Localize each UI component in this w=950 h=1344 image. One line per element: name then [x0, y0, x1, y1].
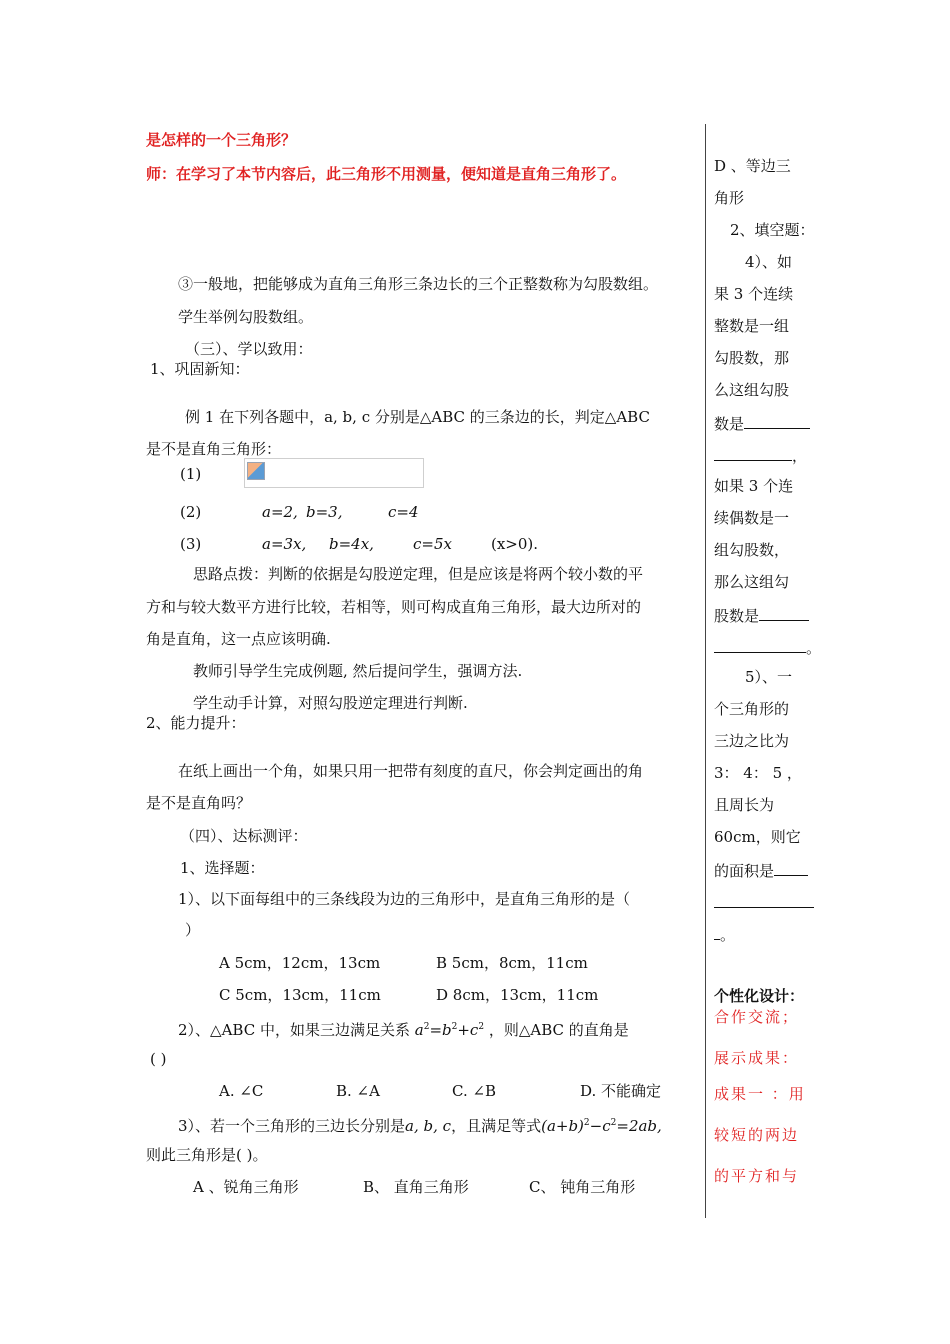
q2-option-c: C. ∠B	[452, 1082, 497, 1100]
broken-image-icon	[247, 462, 265, 480]
q2-option-d: D. 不能确定	[580, 1082, 662, 1100]
q2-line1	[178, 1017, 629, 1040]
right-d-option-cont: 角形	[714, 189, 745, 207]
improve-question-line2: 是不是直角吗？	[146, 794, 252, 812]
q4-comma: ，	[792, 447, 808, 465]
q4-line11-cont	[714, 636, 821, 658]
definition-pythagorean-triples: ③一般地，把能够成为直角三角形三条边长的三个正整数称为勾股数组。	[178, 275, 659, 293]
q1-option-b: B 5cm，8cm，11cm	[436, 954, 588, 972]
q5-line6: 60cm，则它	[714, 828, 801, 846]
q3-mid: ，且满足等式	[451, 1117, 542, 1135]
choice-heading: 1、选择题：	[180, 859, 265, 877]
fill-heading: 2、填空题：	[730, 221, 815, 239]
item-3-a: a=3x,	[262, 535, 307, 553]
q5-line2: 个三角形的	[714, 700, 790, 718]
item-1-label: (1)	[180, 465, 202, 483]
q5-line1: 5）、一	[745, 668, 793, 686]
q2-var-b: =b	[429, 1021, 452, 1039]
q2-option-a: A. ∠C	[219, 1082, 264, 1100]
q3-expr2: −c	[589, 1117, 611, 1135]
hint-line3: 角是直角，这一点应该明确.	[146, 630, 331, 648]
q3-expr3: =2ab,	[616, 1117, 662, 1135]
q4-line9: 组勾股数，	[714, 541, 790, 559]
q4-line8: 续偶数是一	[714, 509, 790, 527]
q2-var-a: a	[414, 1021, 424, 1039]
q4-line1: 4）、如	[745, 253, 793, 271]
q5-end: 。	[720, 926, 736, 944]
hint-line2: 方和与较大数平方进行比较，若相等，则可构成直角三角形，最大边所对的	[146, 598, 642, 616]
coop-exchange: 合作交流；	[714, 1008, 800, 1026]
section-4-heading: （四）、达标测评：	[180, 827, 308, 845]
q4-period: 。	[806, 639, 822, 657]
q4-line7: 如果 3 个连	[714, 477, 794, 495]
q2-exp-a: 2	[423, 1022, 430, 1032]
q3-option-c: C、 钝角三角形	[529, 1178, 636, 1196]
q5-area-blank-1[interactable]	[774, 859, 808, 876]
q5-area-blank-2[interactable]	[714, 891, 814, 908]
item-2-b: b=3,	[306, 503, 343, 521]
q2-prefix: 2）、△ABC 中，如果三边满足关系	[178, 1021, 410, 1039]
column-divider	[705, 124, 706, 1218]
student-calc: 学生动手计算，对照勾股逆定理进行判断.	[193, 694, 468, 712]
q5-line9	[714, 923, 735, 945]
q4-line10: 那么这组勾	[714, 573, 790, 591]
q2-option-b: B. ∠A	[336, 1082, 380, 1100]
design-heading: 个性化设计：	[714, 987, 805, 1005]
q1-option-c: C 5cm，13cm，11cm	[219, 986, 381, 1004]
show-results: 展示成果：	[714, 1049, 800, 1067]
result-one-line2: 较短的两边	[714, 1126, 800, 1144]
hint-line1: 思路点拨：判断的依据是勾股逆定理，但是应该是将两个较小数的平	[193, 565, 644, 583]
teacher-guide: 教师引导学生完成例题, 然后提问学生，强调方法.	[193, 662, 523, 680]
q4-answer-label: 数是	[714, 415, 745, 433]
q5-line7	[714, 859, 808, 881]
item-2-c: c=4	[388, 503, 419, 521]
item-3-label: (3)	[180, 535, 202, 553]
q3-line2: 则此三角形是( )。	[146, 1146, 268, 1164]
q5-line4: 3： 4： 5 ，	[714, 764, 802, 782]
item-2-a: a=2,	[262, 503, 298, 521]
q2-suffix: ，则△ABC 的直角是	[488, 1021, 629, 1039]
result-one-line3: 的平方和与	[714, 1167, 800, 1185]
consolidate-heading: 1、巩固新知：	[150, 360, 250, 378]
q3-vars: a, b, c	[405, 1117, 452, 1135]
item-3-condition: (x>0).	[491, 535, 539, 553]
q4-even-blank-2[interactable]	[714, 636, 806, 653]
q4-line2: 果 3 个连续	[714, 285, 794, 303]
q4-line3: 整数是一组	[714, 317, 790, 335]
item-3-b: b=4x,	[329, 535, 374, 553]
q4-line5: 么这组勾股	[714, 381, 790, 399]
q5-area-label: 的面积是	[714, 862, 775, 880]
item-3-c: c=5x	[413, 535, 452, 553]
q3-exp1: 2	[583, 1118, 590, 1128]
missing-image-placeholder	[244, 458, 424, 488]
q4-answer-blank-2[interactable]	[714, 444, 792, 461]
q5-line3: 三边之比为	[714, 732, 790, 750]
improve-question-line1: 在纸上画出一个角，如果只用一把带有刻度的直尺，你会判定画出的角	[178, 762, 644, 780]
item-2-label: (2)	[180, 503, 202, 521]
q3-prefix: 3）、若一个三角形的三边长分别是	[178, 1117, 406, 1135]
q2-exp-b: 2	[451, 1022, 458, 1032]
example1-line2: 是不是直角三角形：	[146, 440, 282, 458]
right-d-option: D 、等边三	[714, 157, 791, 175]
q4-line4: 勾股数，那	[714, 349, 790, 367]
q4-line11	[714, 604, 809, 626]
improve-heading: 2、能力提升：	[146, 714, 246, 732]
q2-paren: ( )	[150, 1050, 167, 1068]
q5-line5: 且周长为	[714, 796, 775, 814]
q3-line1	[178, 1113, 662, 1136]
q3-option-b: B、 直角三角形	[363, 1178, 469, 1196]
q4-even-label: 股数是	[714, 607, 760, 625]
q3-expr1: (a+b)	[541, 1117, 584, 1135]
q3-option-a: A 、锐角三角形	[193, 1178, 299, 1196]
q2-exp-c: 2	[478, 1022, 485, 1032]
q2-var-c: +c	[457, 1021, 479, 1039]
result-one-line1: 成果一 ：用	[714, 1085, 806, 1103]
q5-line8	[714, 891, 814, 913]
intro-question: 是怎样的一个三角形？	[146, 131, 297, 149]
section-3-heading: （三）、学以致用：	[185, 340, 313, 358]
q1-line2: ）	[185, 921, 201, 939]
q1-option-d: D 8cm，13cm，11cm	[436, 986, 599, 1004]
q1-line1: 1）、以下面每组中的三条线段为边的三角形中，是直角三角形的是（	[178, 890, 631, 908]
q4-even-blank-1[interactable]	[759, 604, 809, 621]
q4-line6-cont	[714, 444, 807, 466]
q4-line6	[714, 412, 810, 434]
q1-option-a: A 5cm，12cm，13cm	[219, 954, 381, 972]
q4-answer-blank-1[interactable]	[744, 412, 810, 429]
teacher-note: 师：在学习了本节内容后，此三角形不用测量，便知道是直角三角形了。	[146, 165, 627, 183]
q3-exp2: 2	[610, 1118, 617, 1128]
student-example: 学生举例勾股数组。	[178, 308, 314, 326]
example1-line1: 例 1 在下列各题中，a, b, c 分别是△ABC 的三条边的长，判定△ABC	[185, 408, 650, 426]
